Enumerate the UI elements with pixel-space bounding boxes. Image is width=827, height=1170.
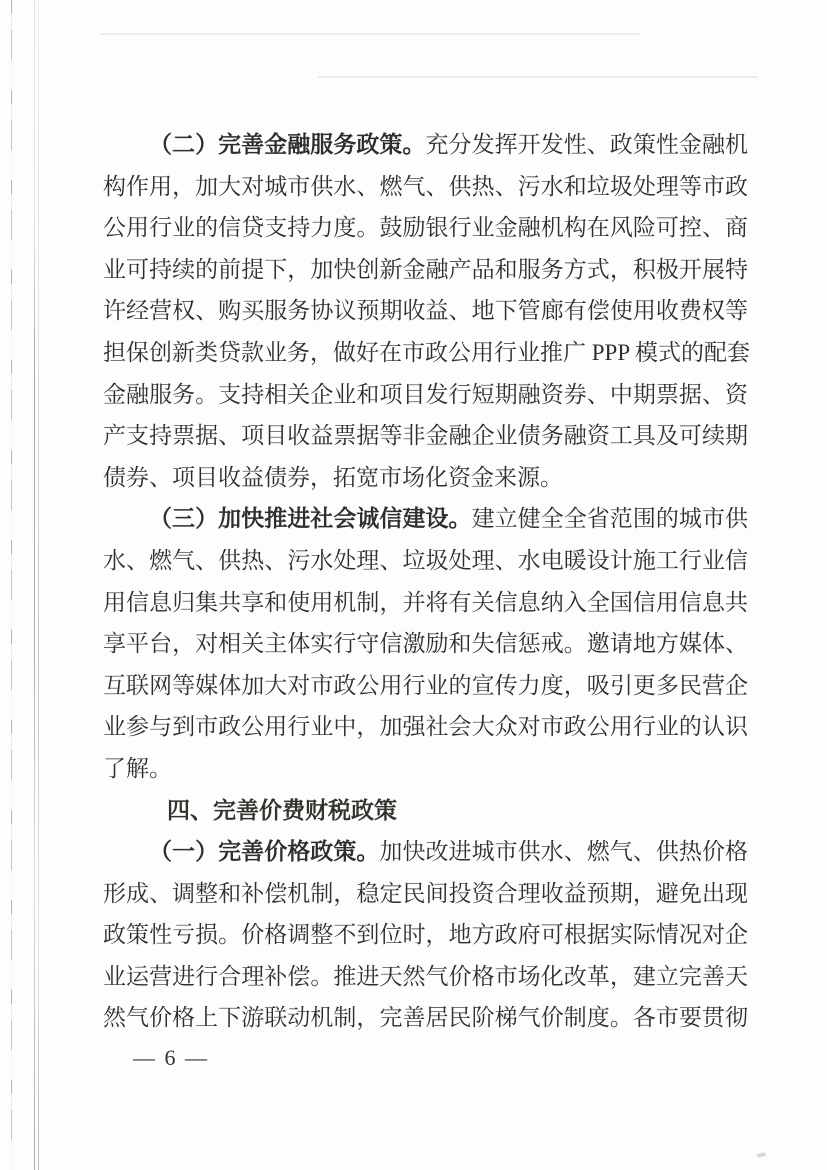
paragraph-lead-bold: （三）加快推进社会诚信建设。 [149, 506, 472, 532]
paragraph-text: 了解。 [103, 755, 172, 781]
scan-edge-artifact [34, 0, 35, 1170]
document-body [103, 124, 751, 1073]
paragraph-text: 产支持票据、项目收益票据等非金融企业债务融资工具及可续期 [103, 423, 748, 449]
paragraph-text: 享平台，对相关主体实行守信激励和失信惩戒。邀请地方媒体、 [103, 631, 748, 657]
paragraph-line [103, 540, 748, 582]
paragraph-line [103, 332, 751, 374]
paragraph-text: 政策性亏损。价格调整不到位时，地方政府可根据实际情况对企 [103, 922, 748, 948]
paragraph-line [103, 457, 748, 499]
paragraph-lead-bold: （二）完善金融服务政策。 [149, 132, 426, 157]
paragraph-line [103, 706, 748, 748]
paragraph-line [103, 290, 748, 332]
paragraph-line [103, 415, 748, 457]
paragraph-text: 业参与到市政公用行业中，加强社会大众对市政公用行业的认识 [103, 714, 748, 740]
paragraph-text: 金融服务。支持相关企业和项目发行短期融资券、中期票据、资 [103, 381, 748, 407]
scan-smudge [318, 76, 758, 78]
paragraph-line [103, 582, 748, 624]
paragraph-line [103, 997, 748, 1039]
section-heading-text: 四、完善价费财税政策 [167, 796, 397, 823]
paragraph-text: 互联网等媒体加大对市政公用行业的宣传力度，吸引更多民营企 [103, 672, 748, 698]
paragraph-line [103, 498, 748, 540]
paragraph-text: 业可持续的前提下，加快创新金融产品和服务方式，积极开展特 [103, 256, 748, 282]
paragraph-line [103, 249, 748, 291]
paragraph-text: 担保创新类贷款业务，做好在市政公用行业推广 PPP 模式的配套 [103, 339, 751, 365]
paragraph-line [103, 623, 748, 665]
scan-smudge [100, 33, 640, 35]
paragraph-text: 公用行业的信贷支持力度。鼓励银行业金融机构在风险可控、商 [103, 215, 748, 241]
paragraph-line [103, 956, 748, 998]
paragraph-lead-bold: （一）完善价格政策。 [149, 839, 380, 865]
paragraph-line [103, 665, 748, 707]
scan-edge-artifact [11, 0, 12, 1170]
scan-edge-artifact [38, 0, 39, 1170]
paragraph-text: 水、燃气、供热、污水处理、垃圾处理、水电暖设计施工行业信 [103, 547, 748, 573]
scan-speck [757, 1152, 767, 1158]
paragraph-text: 形成、调整和补偿机制，稳定民间投资合理收益预期，避免出现 [103, 880, 748, 906]
paragraph-text: 债券、项目收益债券，拓宽市场化资金来源。 [103, 464, 563, 490]
paragraph-text: 建立健全全省范围的城市供 [471, 506, 749, 532]
paragraph-line [103, 831, 748, 873]
paragraph-line [103, 166, 748, 208]
paragraph-line [103, 873, 748, 915]
paragraph-text: 用信息归集共享和使用机制，并将有关信息纳入全国信用信息共 [103, 589, 748, 615]
section-heading [103, 790, 748, 832]
paragraph-line [103, 748, 748, 790]
paragraph-text: 构作用，加大对城市供水、燃气、供热、污水和垃圾处理等市政 [103, 173, 748, 199]
paragraph-line [103, 914, 748, 956]
paragraph-line [103, 374, 748, 416]
paragraph-text: 许经营权、购买服务协议预期收益、地下管廊有偿使用收费权等 [103, 298, 748, 324]
paragraph-line [103, 124, 748, 166]
page-number: — 6 — [133, 1045, 209, 1071]
paragraph-text: 业运营进行合理补偿。推进天然气价格市场化改革，建立完善天 [103, 963, 748, 989]
paragraph-text: 然气价格上下游联动机制，完善居民阶梯气价制度。各市要贯彻 [103, 1005, 748, 1031]
paragraph-text: 加快改进城市供水、燃气、供热价格 [379, 839, 749, 865]
paragraph-text: 充分发挥开发性、政策性金融机 [425, 132, 749, 157]
paragraph-line [103, 207, 748, 249]
